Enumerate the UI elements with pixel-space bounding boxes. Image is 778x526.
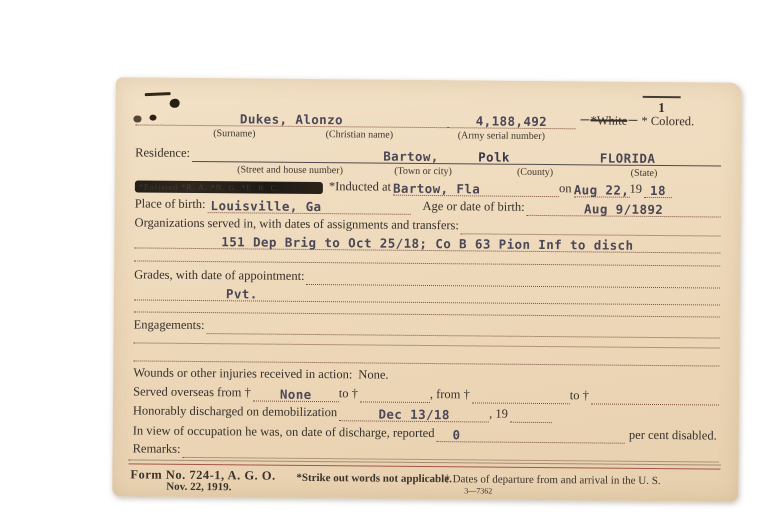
discharge-date-value: Dec 13/18 xyxy=(378,406,450,422)
on-label: on xyxy=(558,181,572,196)
discharge-year-label: , 19 xyxy=(489,406,508,421)
inducted-at-label: *Inducted at xyxy=(328,179,392,194)
wounds-value: None. xyxy=(358,367,389,382)
serial-line xyxy=(447,112,575,129)
overseas-from2-line xyxy=(472,387,570,404)
footnote-strike-out: *Strike out words not applicable. xyxy=(296,471,452,486)
overseas-from-line xyxy=(253,385,339,402)
blackout-text: *Enlisted *R. A. *N. G. *E. R. C. xyxy=(138,181,280,193)
race-field xyxy=(579,115,696,131)
ink-stroke xyxy=(145,92,171,96)
town-line xyxy=(368,147,454,164)
serial-value: 4,188,492 xyxy=(475,112,548,129)
blank-line xyxy=(134,247,720,266)
organizations-label: Organizations served in, with dates of assignments and transfers: xyxy=(134,215,459,233)
county-line xyxy=(454,148,534,165)
remarks-label: Remarks: xyxy=(132,441,181,457)
race-struck-white: *White xyxy=(590,113,628,128)
disability-suffix: per cent disabled. xyxy=(628,428,717,443)
grades-label: Grades, with date of appointment: xyxy=(134,267,305,284)
organizations-value: 151 Dep Brig to Oct 25/18; Co B 63 Pion Inf to disch xyxy=(221,233,634,253)
state-line xyxy=(534,149,721,167)
discharge-year-line xyxy=(510,407,552,423)
grade-value: Pvt. xyxy=(225,285,258,302)
wounds-label: Wounds or other injuries received in action: xyxy=(133,365,353,382)
overseas-from2-label: , from † xyxy=(429,387,470,402)
town-value: Bartow, xyxy=(383,148,439,164)
print-code: 3—7362 xyxy=(464,486,493,496)
town-label: (Town or city) xyxy=(394,165,452,178)
overseas-from-value: None xyxy=(279,386,312,402)
induction-year-line xyxy=(644,182,672,198)
residence-label: Residence: xyxy=(135,145,191,161)
form-date: Nov. 22, 1919. xyxy=(166,480,232,494)
blank-line xyxy=(133,347,719,366)
street-label: (Street and house number) xyxy=(237,164,343,177)
race-colored: * Colored. xyxy=(641,114,695,129)
county-value: Polk xyxy=(478,148,510,165)
form-number: Form No. 724-1, A. G. O. xyxy=(130,467,276,483)
place-of-birth-label: Place of birth: xyxy=(134,196,206,212)
christian-name-label: (Christian name) xyxy=(325,129,394,141)
name-row xyxy=(135,107,721,130)
name-line xyxy=(135,109,447,128)
induction-place-value: Bartow, Fla xyxy=(392,180,481,196)
induction-year-value: 18 xyxy=(650,182,667,198)
state-label: (State) xyxy=(630,167,658,180)
overseas-to2-label: to † xyxy=(569,388,589,403)
remarks-line xyxy=(182,442,718,463)
serial-label: (Army serial number) xyxy=(457,130,545,143)
age-label: Age or date of birth: xyxy=(422,199,525,215)
discharge-date-line xyxy=(339,405,489,422)
age-line xyxy=(527,200,721,218)
blank-line xyxy=(134,299,720,317)
state-value: FLORIDA xyxy=(599,150,656,166)
disability-value: 0 xyxy=(452,426,461,442)
blacked-out-enlistment-options xyxy=(135,180,323,194)
residence-row xyxy=(135,143,721,166)
disability-line xyxy=(436,426,625,444)
induction-date-value: Aug 22, xyxy=(573,181,630,198)
dotted-rule xyxy=(133,345,719,366)
service-record-card xyxy=(112,77,742,501)
strike-dash xyxy=(628,120,637,121)
induction-place-line xyxy=(393,180,559,197)
name-value: Dukes, Alonzo xyxy=(239,110,344,127)
overseas-to-label: to † xyxy=(338,386,358,401)
overseas-label: Served overseas from † xyxy=(133,384,251,400)
overseas-to2-line xyxy=(591,388,719,405)
place-of-birth-line xyxy=(207,197,410,215)
disability-label: In view of occupation he was, on date of discharge, reported xyxy=(132,423,435,441)
street-line xyxy=(192,146,368,164)
engagements-label: Engagements: xyxy=(133,317,205,333)
discharge-row xyxy=(133,402,719,424)
induction-date-line xyxy=(573,181,629,197)
county-label: (County) xyxy=(516,166,554,179)
ink-blob xyxy=(170,99,180,108)
place-of-birth-value: Louisville, Ga xyxy=(210,197,322,214)
footnote-dates: † Dates of departure from and arrival in the U. S. xyxy=(444,473,661,488)
strike-dash xyxy=(580,120,589,121)
surname-label: (Surname) xyxy=(213,128,256,140)
age-value: Aug 9/1892 xyxy=(583,200,664,217)
page-number-value: 1 xyxy=(658,100,666,116)
discharge-label: Honorably discharged on demobilization xyxy=(132,403,338,420)
year-prefix: 19 xyxy=(629,182,643,197)
overseas-to-line xyxy=(360,386,430,403)
